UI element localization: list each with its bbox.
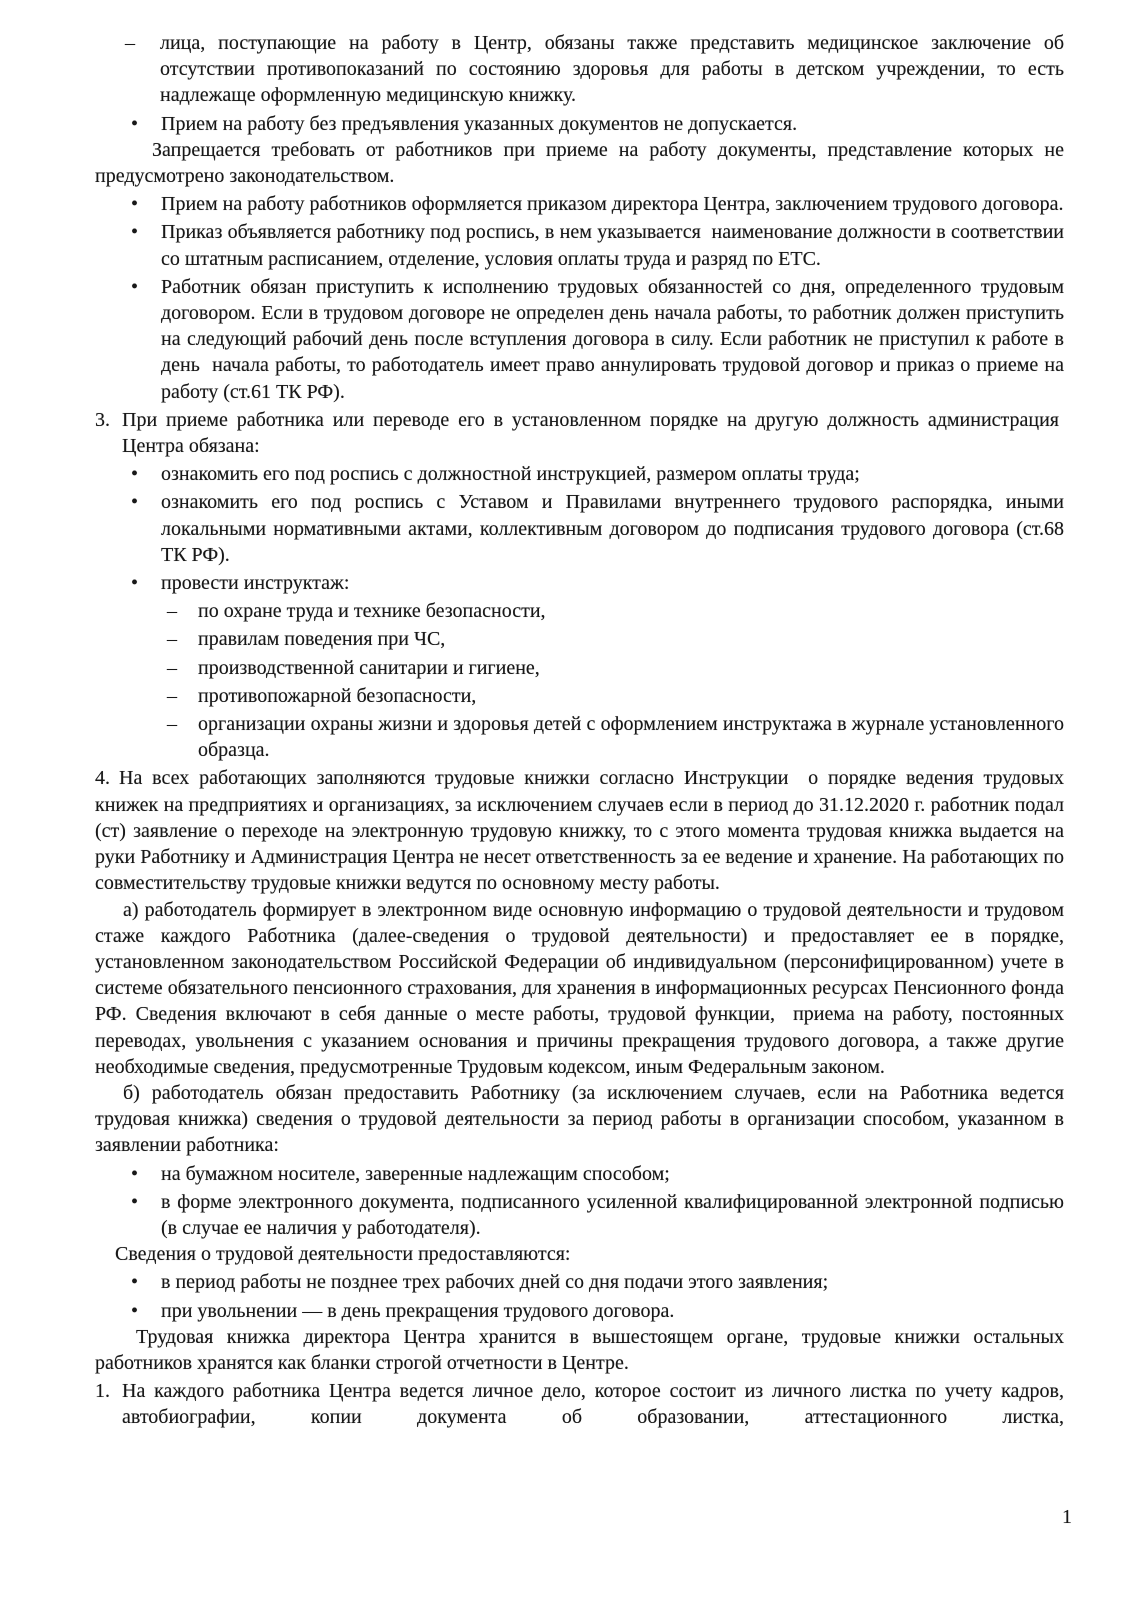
bullet-marker: •	[131, 491, 139, 514]
list-item	[95, 489, 1064, 568]
paragraph	[95, 1080, 1064, 1159]
dash-marker: –	[125, 32, 135, 54]
paragraph	[95, 765, 1064, 896]
paragraph	[95, 897, 1064, 1080]
text-run: на бумажном носителе, заверенные надлежащим способом;	[161, 1162, 670, 1185]
list-item	[95, 191, 1064, 217]
list-item	[95, 626, 1064, 652]
list-item	[95, 1189, 1064, 1241]
text-run: Прием на работу работников оформляется приказом директора Центра, заключением трудового договора.	[161, 193, 1064, 216]
list-item	[95, 655, 1064, 681]
dash-marker: –	[167, 684, 177, 707]
text-run: по охране труда и технике безопасности,	[198, 600, 546, 623]
list-item	[95, 598, 1064, 624]
list-item	[95, 407, 1064, 459]
list-item	[95, 274, 1064, 405]
text-run: провести инструктаж:	[161, 572, 350, 595]
number-marker: 1.	[95, 1380, 110, 1403]
text-run: в форме электронного документа, подписанного усиленной квалифицированной электронной подписью (в случае ее наличия у работодателя).	[161, 1190, 1064, 1239]
list-item	[95, 461, 1064, 487]
number-marker: 4.	[95, 767, 110, 790]
bullet-marker: •	[131, 275, 139, 298]
text-run: при увольнении — в день прекращения трудового договора.	[161, 1299, 675, 1322]
bullet-marker: •	[131, 463, 139, 486]
list-item	[95, 111, 1064, 137]
text-run: Приказ объявляется работнику под роспись, в нем указывается наименование должности в соответствии со штатным расписанием, отделение, условия оплаты труда и разряд по ЕТС.	[161, 221, 1064, 270]
list-item	[95, 711, 1064, 763]
dash-marker: –	[167, 600, 177, 623]
bullet-marker: •	[131, 1271, 139, 1294]
text-run: организации охраны жизни и здоровья детей с оформлением инструктажа в журнале установленного образца.	[198, 713, 1064, 762]
list-item	[95, 30, 1064, 109]
dash-marker: –	[167, 713, 177, 736]
list-item	[95, 219, 1064, 271]
text-run: ознакомить его под роспись с должностной инструкцией, размером оплаты труда;	[161, 463, 860, 486]
list-item	[95, 1378, 1064, 1430]
paragraph	[95, 137, 1064, 189]
text-run: производственной санитарии и гигиене,	[198, 656, 540, 679]
text-run: в период работы не позднее трех рабочих дней со дня подачи этого заявления;	[161, 1271, 829, 1294]
dash-marker: –	[167, 628, 177, 651]
text-run: противопожарной безопасности,	[198, 684, 477, 707]
text-run: Сведения о трудовой деятельности предоставляются:	[115, 1243, 571, 1266]
text-run: лица, поступающие на работу в Центр, обязаны также представить медицинское заключение об отсутствии противопоказаний по состоянию здоровья для работы в детском учреждении, то есть надлежаще оформленную медицинскую книжку.	[160, 32, 1064, 107]
paragraph	[95, 1324, 1064, 1376]
list-item	[95, 1269, 1064, 1295]
bullet-marker: •	[131, 1162, 139, 1185]
text-run: На всех работающих заполняются трудовые книжки согласно Инструкции о порядке ведения трудовых книжек на предприятиях и организациях, за исключением случаев если в период до 31.12.2020 г. работник подал (ст) заявление о переходе на электронную трудовую книжку, то с этого момента трудовая книжка выдается на руки Работнику и Администрация Центра не несет ответственность за ее ведение и хранение. На работающих по совместительству трудовые книжки ведутся по основному месту работы.	[95, 767, 1064, 895]
text-run: а) работодатель формирует в электронном виде основную информацию о трудовой деятельности и трудовом стаже каждого Работника (далее-сведения о трудовой деятельности) и предоставляет ее в порядке, установленном законодательством Российской Федерации об индивидуальном (персонифицированном) учете в системе обязательного пенсионного страхования, для хранения в информационных ресурсах Пенсионного фонда РФ. Сведения включают в себя данные о месте работы, трудовой функции, приема на работу, постоянных переводах, увольнения с указанием основания и причины прекращения трудового договора, а также другие необходимые сведения, предусмотренные Трудовым кодексом, иным Федеральным законом.	[95, 898, 1064, 1078]
paragraph	[95, 1241, 1064, 1267]
list-item	[95, 1298, 1064, 1324]
bullet-marker: •	[131, 221, 139, 244]
bullet-marker: •	[131, 1190, 139, 1213]
text-run: При приеме работника или переводе его в установленном порядке на другую должность администрация Центра обязана:	[122, 408, 1064, 458]
text-run: ознакомить его под роспись с Уставом и Правилами внутреннего трудового распорядка, иными локальными нормативными актами, коллективным договором до подписания трудового договора (ст.68 ТК РФ).	[161, 491, 1064, 566]
bullet-marker: •	[131, 1299, 139, 1322]
number-marker: 3.	[95, 408, 110, 431]
list-item	[95, 683, 1064, 709]
text-run: б) работодатель обязан предоставить Работнику (за исключением случаев, если на Работника ведется трудовая книжка) сведения о трудовой деятельности за период работы в организации способом, указанном в заявлении работника:	[95, 1081, 1064, 1157]
dash-marker: –	[167, 656, 177, 679]
document-content	[95, 28, 1064, 1431]
list-item	[95, 1161, 1064, 1187]
text-run: правилам поведения при ЧС,	[198, 628, 446, 651]
bullet-marker: •	[131, 193, 139, 216]
bullet-marker: •	[131, 112, 139, 135]
text-run: Работник обязан приступить к исполнению трудовых обязанностей со дня, определенного трудовым договором. Если в трудовом договоре не определен день начала работы, то работник должен приступить на следующий рабочий день после вступления договора в силу. Если работник не приступил к работе в день начала работы, то работодатель имеет право аннулировать трудовой договор и приказ о приеме на работу (ст.61 ТК РФ).	[161, 275, 1064, 403]
text-run: На каждого работника Центра ведется личное дело, которое состоит из личного листка по учету кадров, автобиографии, копии документа об образовании, аттестационного листка,	[122, 1380, 1064, 1429]
text-run: Запрещается требовать от работников при приеме на работу документы, представление которых не предусмотрено законодательством.	[95, 138, 1064, 188]
bullet-marker: •	[131, 572, 139, 595]
list-item	[95, 570, 1064, 596]
page-number: 1	[1062, 1506, 1072, 1528]
text-run: Трудовая книжка директора Центра хранится в вышестоящем органе, трудовые книжки остальных работников хранятся как бланки строгой отчетности в Центре.	[95, 1325, 1064, 1374]
text-run: Прием на работу без предъявления указанных документов не допускается.	[161, 112, 798, 135]
